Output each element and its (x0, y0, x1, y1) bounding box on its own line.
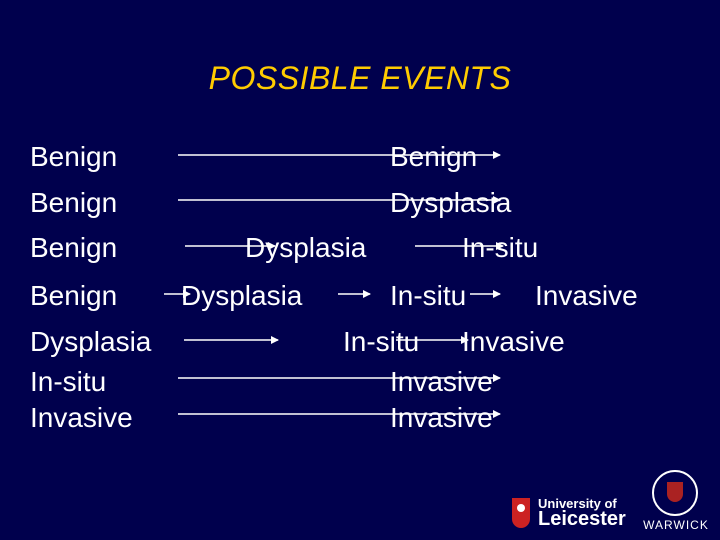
row7-end: Invasive (390, 402, 493, 433)
row3-end: In-situ (462, 232, 539, 263)
row4-mid2: In-situ (390, 280, 467, 311)
row4-mid: Dysplasia (181, 280, 303, 311)
row5-start: Dysplasia (30, 326, 152, 357)
row1-start: Benign (30, 141, 118, 172)
row2-start: Benign (30, 187, 118, 218)
row2-end: Dysplasia (390, 187, 512, 218)
leicester-name-label: Leicester (538, 508, 626, 530)
row5-mid: In-situ (343, 326, 420, 357)
leicester-univ-label: University of (538, 496, 617, 511)
warwick-crest-icon (667, 482, 683, 502)
university-of-leicester-logo (512, 496, 632, 532)
row3-start: Benign (30, 232, 118, 263)
row6-end: Invasive (390, 366, 493, 397)
row1-end: Benign (390, 141, 478, 172)
slide-title: POSSIBLE EVENTS (208, 60, 512, 96)
warwick-logo (638, 470, 714, 536)
leicester-shield-icon (512, 498, 530, 528)
row4-start: Benign (30, 280, 118, 311)
row4-end: Invasive (535, 280, 638, 311)
row5-end: Invasive (462, 326, 565, 357)
warwick-name-label: WARWICK (643, 518, 709, 532)
row3-mid: Dysplasia (245, 232, 367, 263)
row7-start: Invasive (30, 402, 133, 433)
row6-start: In-situ (30, 366, 107, 397)
